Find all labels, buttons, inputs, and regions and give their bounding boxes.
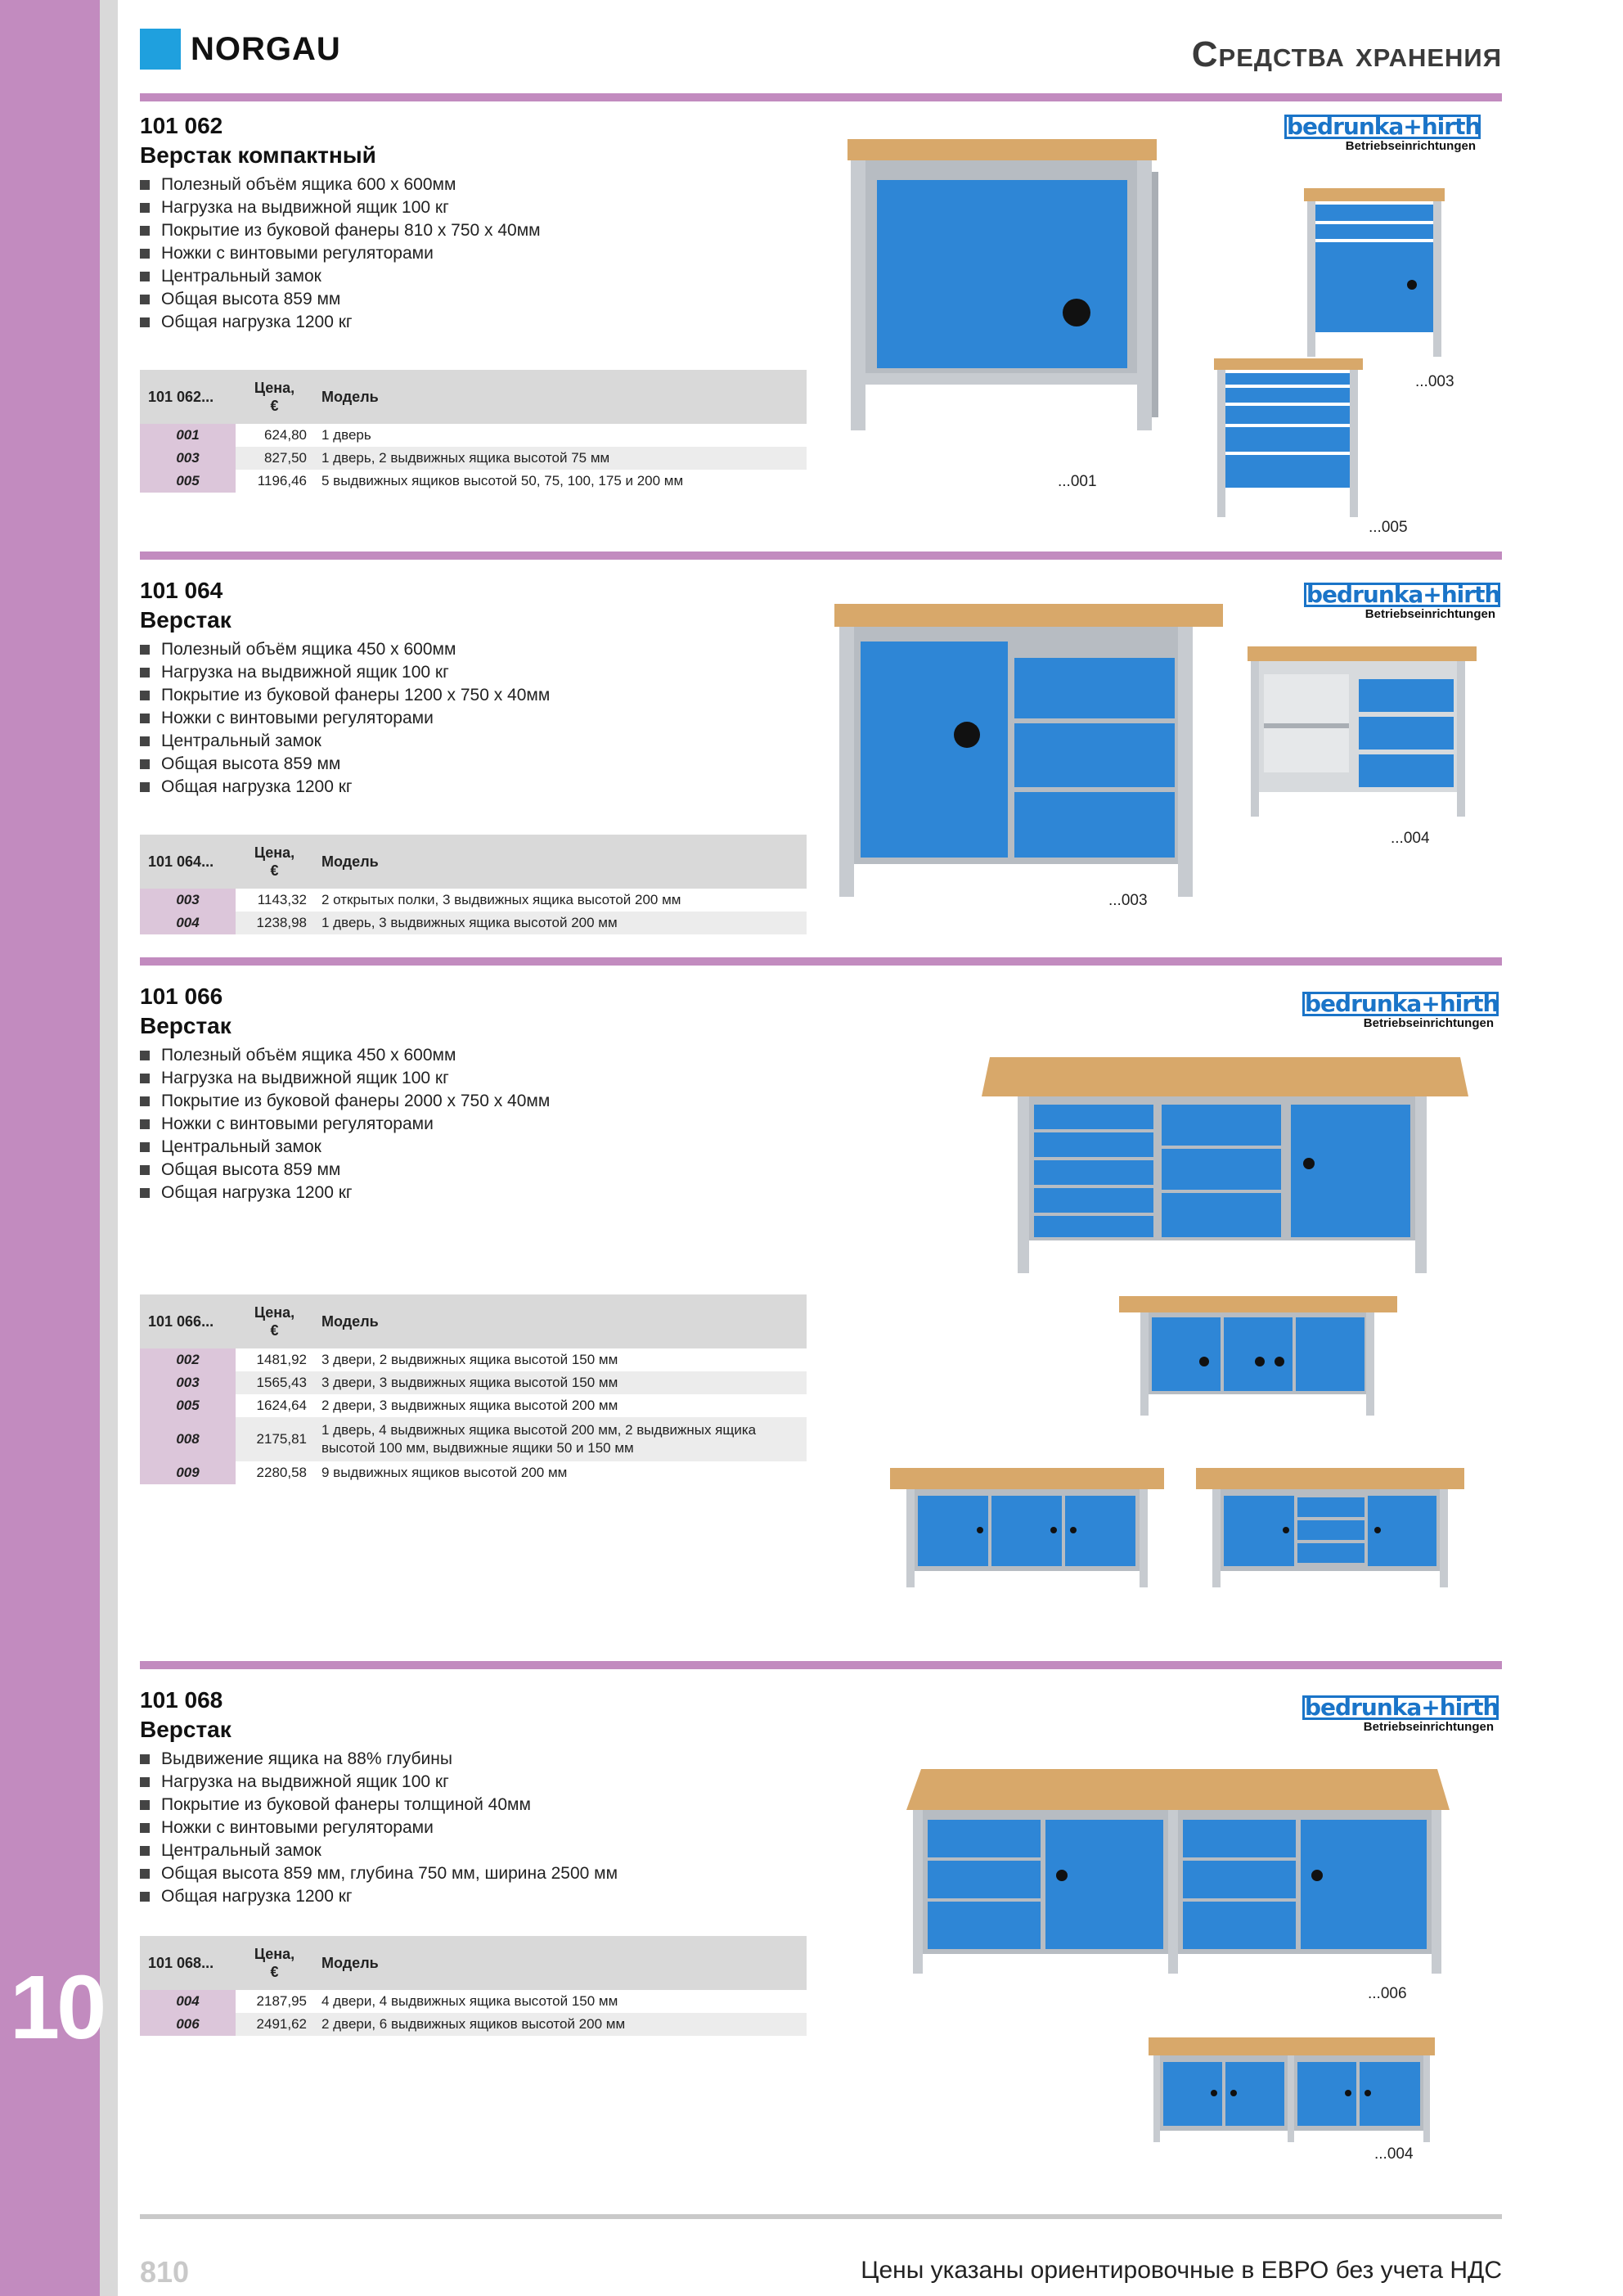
feature-item: Нагрузка на выдвижной ящик 100 кг	[140, 1067, 1502, 1090]
table-row: 003 1143,32 2 открытых полки, 3 выдвижных ящика высотой 200 мм	[140, 889, 807, 912]
model-header: Модель	[313, 1294, 807, 1348]
price-table	[140, 835, 807, 934]
price-table	[140, 1294, 807, 1484]
brand-sub: Betriebseinrichtungen	[1345, 139, 1476, 153]
price-header: Цена, €	[236, 370, 313, 424]
model-header: Модель	[313, 1936, 807, 1990]
brand-sub: Betriebseinrichtungen	[1363, 1016, 1494, 1030]
feature-item: Ножки с винтовыми регуляторами	[140, 242, 1502, 265]
feature-item: Центральный замок	[140, 1839, 1502, 1862]
image-caption: ...005	[1369, 519, 1408, 536]
model-header: Модель	[313, 370, 807, 424]
bullet-square-icon	[140, 1800, 150, 1810]
workbench-image-068-006	[901, 1769, 1454, 1979]
table-row: 006 2491,62 2 двери, 6 выдвижных ящиков высотой 200 мм	[140, 2013, 807, 2036]
workbench-image-068-004	[1149, 2037, 1435, 2144]
product-code: 101 068	[140, 1687, 223, 1713]
price-header: Цена, €	[236, 1936, 313, 1990]
price-header: Цена, €	[236, 1294, 313, 1348]
brand-logo	[1304, 583, 1500, 625]
workbench-image-003	[1301, 188, 1448, 360]
feature-item: Общая нагрузка 1200 кг	[140, 311, 1502, 334]
brand-logo	[1284, 115, 1481, 157]
feature-item: Центральный замок	[140, 730, 1502, 753]
bullet-square-icon	[140, 668, 150, 678]
chapter-number: 10	[10, 1957, 104, 2058]
feature-item: Центральный замок	[140, 265, 1502, 288]
feature-item: Общая нагрузка 1200 кг	[140, 1182, 1502, 1204]
brand-logo	[1302, 992, 1499, 1034]
norgau-logo	[140, 28, 341, 70]
table-row: 004 1238,98 1 дверь, 3 выдвижных ящика высотой 200 мм	[140, 912, 807, 934]
section-divider	[140, 551, 1502, 560]
price-header: Цена, €	[236, 835, 313, 889]
feature-item: Нагрузка на выдвижной ящик 100 кг	[140, 661, 1502, 684]
image-caption: ...001	[1058, 473, 1097, 490]
table-code-header: 101 066...	[140, 1294, 236, 1348]
bullet-square-icon	[140, 1188, 150, 1198]
feature-item: Полезный объём ящика 450 х 600мм	[140, 1044, 1502, 1067]
workbench-image-004-large	[834, 604, 1223, 907]
feature-item: Общая высота 859 мм	[140, 1159, 1502, 1182]
product-code: 101 066	[140, 984, 223, 1009]
bullet-square-icon	[140, 1777, 150, 1787]
section-divider	[140, 957, 1502, 966]
table-header	[140, 370, 807, 424]
page-title: Средства хранения	[1191, 34, 1502, 74]
workbench-image-005	[1211, 358, 1366, 522]
workbench-image-066-main	[982, 1057, 1468, 1278]
table-row: 009 2280,58 9 выдвижных ящиков высотой 200 мм	[140, 1461, 807, 1484]
feature-item: Общая высота 859 мм	[140, 753, 1502, 776]
table-header	[140, 1936, 807, 1990]
workbench-image-066-doors-low	[890, 1468, 1164, 1591]
bullet-square-icon	[140, 317, 150, 327]
price-table	[140, 1936, 807, 2036]
bullet-square-icon	[140, 1754, 150, 1764]
bullet-square-icon	[140, 1892, 150, 1902]
workbench-image-066-three-doors	[1119, 1296, 1397, 1419]
side-strip	[100, 0, 118, 2296]
workbench-image-066-doors-drawers	[1196, 1468, 1464, 1591]
bullet-square-icon	[140, 272, 150, 281]
table-row: 003 1565,43 3 двери, 3 выдвижных ящика высотой 150 мм	[140, 1371, 807, 1394]
table-row: 005 1624,64 2 двери, 3 выдвижных ящика высотой 200 мм	[140, 1394, 807, 1417]
table-row: 004 2187,95 4 двери, 4 выдвижных ящика высотой 150 мм	[140, 1990, 807, 2013]
product-name: Верстак	[140, 1717, 232, 1742]
feature-item: Центральный замок	[140, 1136, 1502, 1159]
bullet-square-icon	[140, 782, 150, 792]
bullet-square-icon	[140, 691, 150, 700]
model-header: Модель	[313, 835, 807, 889]
brand-sub: Betriebseinrichtungen	[1364, 607, 1495, 621]
table-row: 003 827,50 1 дверь, 2 выдвижных ящика высотой 75 мм	[140, 447, 807, 470]
bullet-square-icon	[140, 714, 150, 723]
brand-name: bedrunka+hirth	[1302, 1695, 1499, 1720]
feature-item: Выдвижение ящика на 88% глубины	[140, 1748, 1502, 1771]
feature-item: Общая высота 859 мм	[140, 288, 1502, 311]
bullet-square-icon	[140, 759, 150, 769]
feature-item: Ножки с винтовыми регуляторами	[140, 707, 1502, 730]
section-divider	[140, 1661, 1502, 1669]
feature-list	[140, 173, 1502, 334]
brand-sub: Betriebseinrichtungen	[1363, 1720, 1494, 1734]
footer-divider	[140, 2214, 1502, 2219]
bullet-square-icon	[140, 203, 150, 213]
bullet-square-icon	[140, 1846, 150, 1856]
feature-item: Ножки с винтовыми регуляторами	[140, 1817, 1502, 1839]
feature-item: Покрытие из буковой фанеры 2000 х 750 х 40мм	[140, 1090, 1502, 1113]
table-header	[140, 835, 807, 889]
page-number: 810	[140, 2255, 190, 2289]
workbench-image-001	[843, 139, 1162, 454]
feature-item: Общая нагрузка 1200 кг	[140, 776, 1502, 799]
image-caption: ...006	[1368, 1985, 1407, 2002]
table-code-header: 101 068...	[140, 1936, 236, 1990]
footer-note: Цены указаны ориентировочные в ЕВРО без учета НДС	[861, 2257, 1502, 2284]
brand-logo	[1302, 1695, 1499, 1738]
bullet-square-icon	[140, 1119, 150, 1129]
bullet-square-icon	[140, 1142, 150, 1152]
table-row: 005 1196,46 5 выдвижных ящиков высотой 50, 75, 100, 175 и 200 мм	[140, 470, 807, 493]
feature-item: Общая высота 859 мм, глубина 750 мм, ширина 2500 мм	[140, 1862, 1502, 1885]
table-row: 001 624,80 1 дверь	[140, 424, 807, 447]
bullet-square-icon	[140, 1165, 150, 1175]
bullet-square-icon	[140, 226, 150, 236]
price-table	[140, 370, 807, 493]
bullet-square-icon	[140, 1869, 150, 1879]
chapter-side-band	[0, 0, 100, 2296]
bullet-square-icon	[140, 180, 150, 190]
feature-item: Покрытие из буковой фанеры 1200 х 750 х 40мм	[140, 684, 1502, 707]
bullet-square-icon	[140, 1074, 150, 1083]
table-code-header: 101 062...	[140, 370, 236, 424]
feature-item: Нагрузка на выдвижной ящик 100 кг	[140, 1771, 1502, 1794]
bullet-square-icon	[140, 645, 150, 655]
image-caption: ...004	[1391, 830, 1430, 847]
bullet-square-icon	[140, 1051, 150, 1060]
table-header	[140, 1294, 807, 1348]
image-caption: ...003	[1415, 373, 1454, 390]
feature-item: Нагрузка на выдвижной ящик 100 кг	[140, 196, 1502, 219]
image-caption: ...003	[1108, 892, 1148, 909]
logo-text: NORGAU	[191, 30, 341, 67]
product-code: 101 062	[140, 113, 223, 138]
image-caption: ...004	[1374, 2145, 1414, 2163]
feature-item: Покрытие из буковой фанеры 810 х 750 х 40мм	[140, 219, 1502, 242]
bullet-square-icon	[140, 1823, 150, 1833]
feature-item: Ножки с винтовыми регуляторами	[140, 1113, 1502, 1136]
table-code-header: 101 064...	[140, 835, 236, 889]
section-divider	[140, 93, 1502, 101]
feature-item: Покрытие из буковой фанеры толщиной 40мм	[140, 1794, 1502, 1817]
bullet-square-icon	[140, 249, 150, 259]
workbench-image-003-small	[1248, 646, 1477, 818]
bullet-square-icon	[140, 736, 150, 746]
brand-name: bedrunka+hirth	[1302, 992, 1499, 1016]
brand-name: bedrunka+hirth	[1304, 583, 1500, 607]
bullet-square-icon	[140, 1096, 150, 1106]
table-row: 002 1481,92 3 двери, 2 выдвижных ящика высотой 150 мм	[140, 1348, 807, 1371]
brand-name: bedrunka+hirth	[1284, 115, 1481, 139]
bullet-square-icon	[140, 295, 150, 304]
feature-item: Полезный объём ящика 450 х 600мм	[140, 638, 1502, 661]
logo-square-icon	[140, 29, 181, 70]
product-name: Верстак	[140, 607, 232, 633]
product-name: Верстак	[140, 1013, 232, 1038]
table-row: 008 2175,81 1 дверь, 4 выдвижных ящика высотой 200 мм, 2 выдвижных ящика высотой 100 мм, выдвижные ящики 50 и 150 мм	[140, 1417, 807, 1461]
product-code: 101 064	[140, 578, 223, 603]
feature-item: Полезный объём ящика 600 х 600мм	[140, 173, 1502, 196]
product-name: Верстак компактный	[140, 142, 376, 168]
feature-item: Общая нагрузка 1200 кг	[140, 1885, 1502, 1908]
